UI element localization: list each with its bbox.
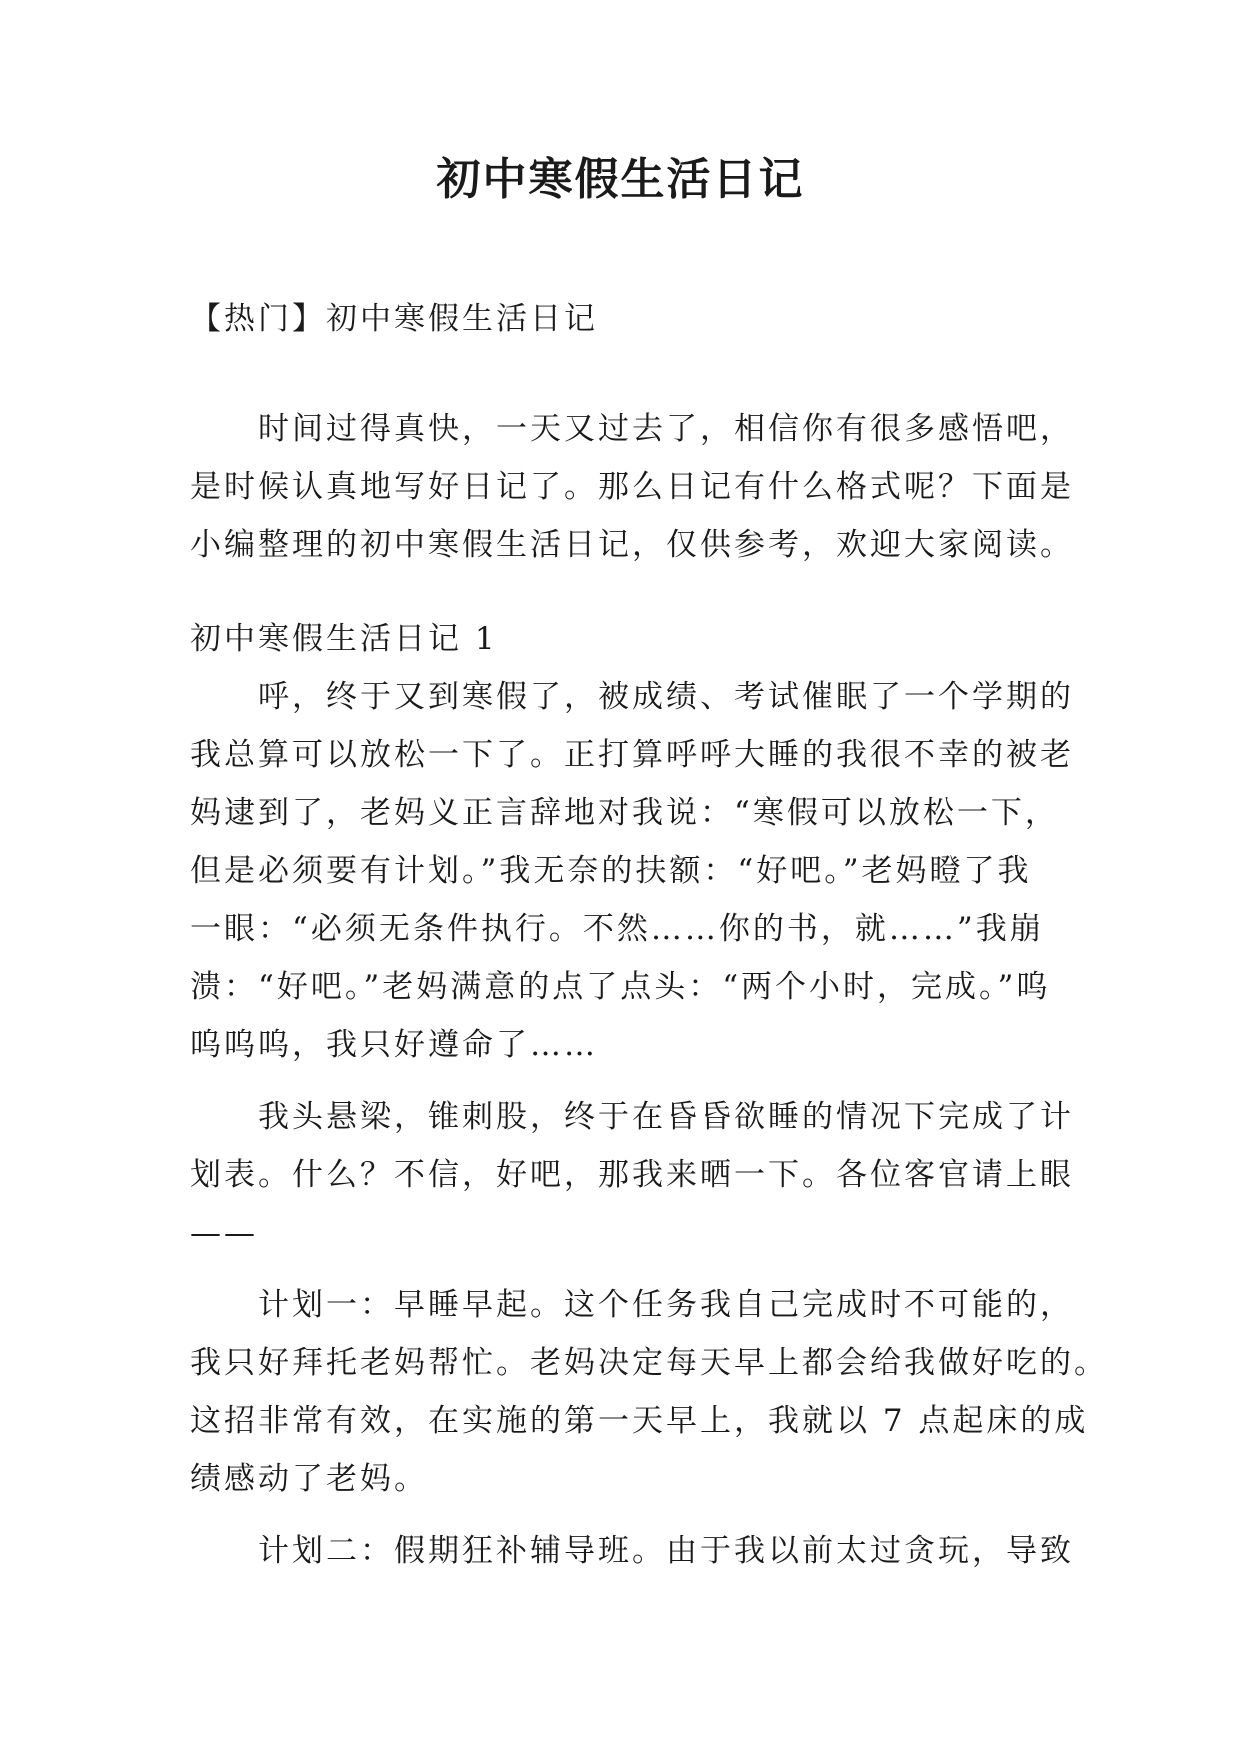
paragraph-line: 妈逮到了，老妈义正言辞地对我说：“寒假可以放松一下， — [190, 795, 1059, 831]
paragraph-line: 一眼：“必须无条件执行。不然……你的书，就……”我崩 — [190, 911, 1044, 947]
hot-line: 【热门】初中寒假生活日记 — [190, 301, 598, 337]
paragraph-line: 绩感动了老妈。 — [190, 1461, 428, 1497]
paragraph-3 — [190, 1276, 1108, 1508]
paragraph-1 — [190, 668, 1074, 1074]
paragraph-line: —— — [190, 1215, 258, 1251]
document-body — [190, 290, 1108, 1580]
intro-line: 时间过得真快，一天又过去了，相信你有很多感悟吧， — [258, 411, 1074, 447]
intro-paragraph — [190, 400, 1074, 574]
intro-line: 小编整理的初中寒假生活日记，仅供参考，欢迎大家阅读。 — [190, 527, 1074, 563]
paragraph-line: 划表。什么？不信，好吧，那我来晒一下。各位客官请上眼 — [190, 1157, 1074, 1193]
paragraph-line: 我总算可以放松一下了。正打算呼呼大睡的我很不幸的被老 — [190, 737, 1074, 773]
document-title: 初中寒假生活日记 — [436, 154, 805, 205]
paragraph-2 — [190, 1088, 1074, 1262]
paragraph-line: 溃：“好吧。”老妈满意的点了点头：“两个小时，完成。”呜 — [190, 969, 1051, 1005]
paragraph-line: 呜呜呜，我只好遵命了…… — [190, 1027, 598, 1063]
paragraph-line: 这招非常有效，在实施的第一天早上，我就以 7 点起床的成 — [190, 1403, 1089, 1439]
paragraph-line: 计划一：早睡早起。这个任务我自己完成时不可能的， — [258, 1287, 1074, 1323]
paragraph-line: 但是必须要有计划。”我无奈的扶额：“好吧。”老妈瞪了我 — [190, 853, 1032, 889]
intro-line: 是时候认真地写好日记了。那么日记有什么格式呢？下面是 — [190, 469, 1074, 505]
paragraph-4 — [190, 1522, 1074, 1580]
paragraph-line: 计划二：假期狂补辅导班。由于我以前太过贪玩，导致 — [258, 1533, 1074, 1569]
paragraph-line: 我头悬梁，锥刺股，终于在昏昏欲睡的情况下完成了计 — [258, 1099, 1074, 1135]
paragraph-line: 呼，终于又到寒假了，被成绩、考试催眠了一个学期的 — [258, 679, 1074, 715]
section-title: 初中寒假生活日记 1 — [190, 621, 498, 657]
paragraph-line: 我只好拜托老妈帮忙。老妈决定每天早上都会给我做好吃的。 — [190, 1345, 1108, 1381]
